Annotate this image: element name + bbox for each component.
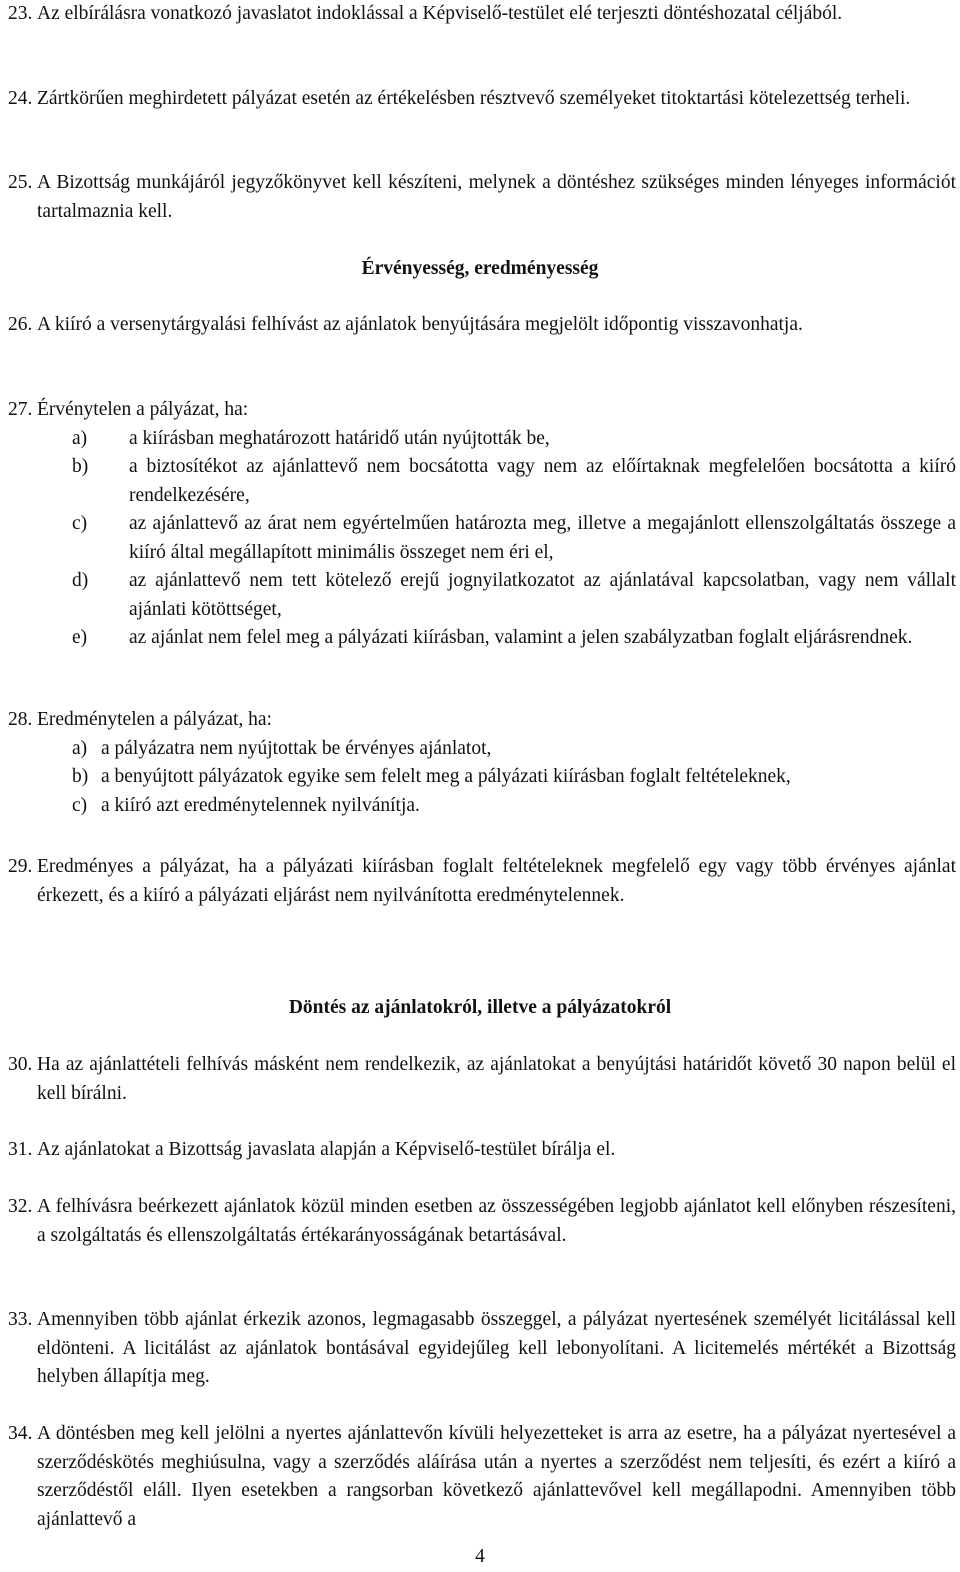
paragraph-number: 30. xyxy=(8,1054,33,1075)
paragraph-number: 29. xyxy=(8,856,33,877)
paragraph-34 xyxy=(8,1420,956,1534)
paragraph-text: Ha az ajánlattételi felhívás másként nem rendelkezik, az ajánlatokat a benyújtási határidőt követő 30 napon belül el kell bírálni. xyxy=(37,1054,956,1104)
paragraph-text: Eredményes a pályázat, ha a pályázati kiírásban foglalt feltételeknek megfelelő egy vagy több érvényes ajánlat érkezett, és a kiíró a pályázati eljárást nem nyilvánította eredménytelennek. xyxy=(37,856,956,906)
list-item xyxy=(72,425,956,454)
paragraph-text: A Bizottság munkájáról jegyzőkönyvet kell készíteni, melynek a döntéshez szükséges minden lényeges információt tartalmaznia kell. xyxy=(37,172,956,222)
paragraph-text: A felhívásra beérkezett ajánlatok közül minden esetben az összességében legjobb ajánlatot kell előnyben részesíteni, a szolgáltatás és ellenszolgáltatás értékarányosságának betartásával. xyxy=(37,1196,956,1246)
paragraph-number: 24. xyxy=(8,88,33,109)
list-item-text: az ajánlattevő nem tett kötelező erejű jognyilatkozatot az ajánlatával kapcsolatban, vagy nem vállalt ajánlati kötöttséget, xyxy=(129,570,956,620)
paragraph-number: 33. xyxy=(8,1309,33,1330)
list-item xyxy=(72,510,956,567)
list-item-text: a biztosítékot az ajánlattevő nem bocsátotta vagy nem az előírtaknak megfelelően bocsátotta a kiíró rendelkezésére, xyxy=(129,456,956,506)
paragraph-28 xyxy=(8,706,956,820)
list-item-text: a pályázatra nem nyújtottak be érvényes ajánlatot, xyxy=(101,737,492,759)
list-item xyxy=(72,735,956,764)
list-item-text: a benyújtott pályázatok egyike sem felelt meg a pályázati kiírásban foglalt feltételeknek, xyxy=(101,766,791,787)
list-item-label: a) xyxy=(72,427,88,449)
list-item xyxy=(72,624,956,653)
list-item-text: a kiíró azt eredménytelennek nyilvánítja. xyxy=(101,794,420,816)
list-item xyxy=(72,763,956,792)
paragraph-number: 25. xyxy=(8,172,33,193)
paragraph-number: 23. xyxy=(8,3,33,24)
paragraph-lead: Érvénytelen a pályázat, ha: xyxy=(37,399,249,420)
paragraph-text: Zártkörűen meghirdetett pályázat esetén az értékelésben résztvevő személyeket titoktartási kötelezettség terheli. xyxy=(37,88,911,109)
list-item-text: a kiírásban meghatározott határidő után nyújtották be, xyxy=(129,427,550,449)
paragraph-23 xyxy=(8,0,956,29)
paragraph-number: 32. xyxy=(8,1196,33,1217)
list-item-label: a) xyxy=(72,737,88,759)
paragraph-32 xyxy=(8,1193,956,1250)
paragraph-text: A döntésben meg kell jelölni a nyertes ajánlattevőn kívüli helyezetteket is arra az esetre, ha a pályázat nyertesével a szerződéskötés meghiúsulna, vagy a szerződés aláírása után a nyertes a szerződést nem teljesíti, és ezért a kiíró a szerződéstől eláll. Ilyen esetekben a rangsorban következő ajánlattevővel kell megállapodni. Amennyiben több ajánlattevő a xyxy=(37,1423,956,1530)
section-heading-validity: Érvényesség, eredményesség xyxy=(361,258,599,279)
list-item xyxy=(72,453,956,510)
list-item-label: b) xyxy=(72,456,89,477)
list-item xyxy=(72,792,956,821)
paragraph-31 xyxy=(8,1136,956,1165)
list-item-label: d) xyxy=(72,570,89,591)
paragraph-text: Amennyiben több ajánlat érkezik azonos, legmagasabb összeggel, a pályázat nyertesének személyét licitálással kell eldönteni. A licitálást az ajánlatok bontásával egyidejűleg kell lebonyolítani. A licitemelés mértékét a Bizottság helyben állapítja meg. xyxy=(37,1309,956,1387)
paragraph-33 xyxy=(8,1306,956,1392)
section-heading-decision: Döntés az ajánlatokról, illetve a pályázatokról xyxy=(288,997,672,1018)
paragraph-text: Az ajánlatokat a Bizottság javaslata alapján a Képviselő-testület bírálja el. xyxy=(37,1139,616,1160)
paragraph-25 xyxy=(8,169,956,226)
paragraph-number: 26. xyxy=(8,314,33,335)
list-item-label: c) xyxy=(72,513,88,534)
list-item-label: c) xyxy=(72,794,88,816)
page-number: 4 xyxy=(475,1546,485,1567)
list-item xyxy=(72,567,956,624)
list-item-text: az ajánlat nem felel meg a pályázati kiírásban, valamint a jelen szabályzatban foglalt eljárásrendnek. xyxy=(129,627,913,648)
paragraph-text: A kiíró a versenytárgyalási felhívást az ajánlatok benyújtására megjelölt időpontig visszavonhatja. xyxy=(37,314,803,335)
paragraph-number: 34. xyxy=(8,1423,33,1444)
paragraph-number: 27. xyxy=(8,399,33,420)
paragraph-24 xyxy=(8,85,956,114)
paragraph-26 xyxy=(8,311,956,340)
paragraph-29 xyxy=(8,853,956,910)
paragraph-lead: Eredménytelen a pályázat, ha: xyxy=(37,709,272,730)
paragraph-27 xyxy=(8,396,956,653)
list-item-text: az ajánlattevő az árat nem egyértelműen határozta meg, illetve a megajánlott ellenszolgáltatás összege a kiíró által megállapított minimális összeget nem éri el, xyxy=(129,513,956,563)
paragraph-30 xyxy=(8,1051,956,1108)
paragraph-number: 31. xyxy=(8,1139,33,1160)
list-item-label: e) xyxy=(72,627,88,648)
paragraph-number: 28. xyxy=(8,709,33,730)
paragraph-text: Az elbírálásra vonatkozó javaslatot indoklással a Képviselő-testület elé terjeszti döntéshozatal céljából. xyxy=(37,3,843,24)
list-item-label: b) xyxy=(72,766,89,787)
